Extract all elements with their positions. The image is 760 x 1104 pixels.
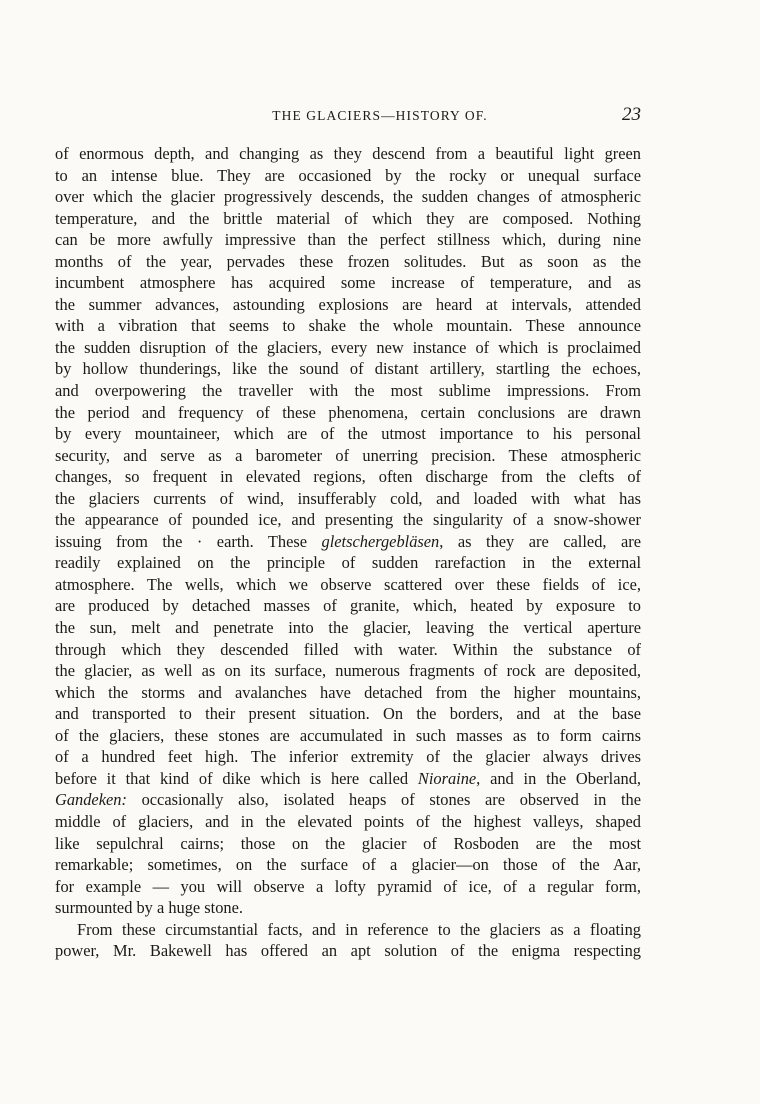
text-line: which the storms and avalanches have detached from the higher mountains,	[55, 682, 641, 702]
body-text	[55, 143, 641, 962]
text-segment: , and in the Oberland,	[476, 768, 641, 788]
text-line: and transported to their present situation. On the borders, and at the base	[55, 704, 641, 724]
text-line: From these circumstantial facts, and in reference to the glaciers as a floating	[77, 919, 641, 939]
text-line: the sudden disruption of the glaciers, every new instance of which is proclaimed	[55, 337, 641, 357]
text-line: of a hundred feet high. The inferior extremity of the glacier always drives	[55, 747, 641, 767]
text-line	[55, 531, 641, 553]
text-line: the glaciers currents of wind, insufferably cold, and loaded with what has	[55, 488, 641, 508]
text-line: power, Mr. Bakewell has offered an apt solution of the enigma respecting	[55, 941, 641, 961]
text-line: with a vibration that seems to shake the whole mountain. These announce	[55, 316, 641, 336]
text-line	[55, 789, 641, 811]
text-line: and overpowering the traveller with the most sublime impressions. From	[55, 381, 641, 401]
text-line: the summer advances, astounding explosions are heard at intervals, attended	[55, 294, 641, 314]
text-segment: issuing from the · earth. These	[55, 531, 322, 551]
text-line: can be more awfully impressive than the perfect stillness which, during nine	[55, 230, 641, 250]
text-line: over which the glacier progressively descends, the sudden changes of atmospheric	[55, 187, 641, 207]
text-line: months of the year, pervades these frozen solitudes. But as soon as the	[55, 251, 641, 271]
text-line: the period and frequency of these phenomena, certain conclusions are drawn	[55, 402, 641, 422]
text-line: of enormous depth, and changing as they descend from a beautiful light green	[55, 144, 641, 163]
text-line: by every mountaineer, which are of the utmost importance to his personal	[55, 424, 641, 444]
text-line: changes, so frequent in elevated regions, often discharge from the clefts of	[55, 467, 641, 487]
text-line: are produced by detached masses of granite, which, heated by exposure to	[55, 596, 641, 616]
text-line: surmounted by a huge stone.	[55, 898, 244, 918]
running-title: THE GLACIERS—HISTORY OF.	[272, 108, 488, 123]
text-line: remarkable; sometimes, on the surface of a glacier—on those of the Aar,	[55, 855, 641, 875]
italic-term: Gandeken:	[55, 790, 127, 810]
text-line: temperature, and the brittle material of which they are composed. Nothing	[55, 208, 641, 228]
text-line: of the glaciers, these stones are accumulated in such masses as to form cairns	[55, 725, 641, 745]
text-line: for example — you will observe a lofty pyramid of ice, of a regular form,	[55, 876, 641, 896]
text-line: incumbent atmosphere has acquired some increase of temperature, and as	[55, 273, 641, 293]
text-line: to an intense blue. They are occasioned by the rocky or unequal surface	[55, 165, 641, 185]
text-line: like sepulchral cairns; those on the glacier of Rosboden are the most	[55, 833, 641, 853]
text-line: the glacier, as well as on its surface, numerous fragments of rock are deposited,	[55, 661, 641, 681]
text-line: atmosphere. The wells, which we observe scattered over these fields of ice,	[55, 574, 641, 594]
text-segment: before it that kind of dike which is here called	[55, 768, 418, 788]
text-line: security, and serve as a barometer of unerring precision. These atmospheric	[55, 445, 641, 465]
page-number: 23	[622, 104, 641, 125]
text-line	[55, 768, 641, 790]
text-line: the sun, melt and penetrate into the glacier, leaving the vertical aperture	[55, 618, 641, 638]
text-line: middle of glaciers, and in the elevated points of the highest valleys, shaped	[55, 811, 641, 831]
text-line: through which they descended filled with water. Within the substance of	[55, 639, 641, 659]
text-segment: occasionally also, isolated heaps of stones are observed in the	[126, 790, 641, 810]
text-line: readily explained on the principle of sudden rarefaction in the external	[55, 553, 641, 573]
text-line: by hollow thunderings, like the sound of distant artillery, startling the echoes,	[55, 359, 641, 379]
running-head	[0, 104, 760, 128]
italic-term: gletschergebläsen	[321, 531, 440, 551]
italic-term: Nioraine	[417, 768, 477, 788]
text-segment: , as they are called, are	[439, 531, 641, 551]
text-line: the appearance of pounded ice, and presenting the singularity of a snow-shower	[55, 510, 641, 530]
